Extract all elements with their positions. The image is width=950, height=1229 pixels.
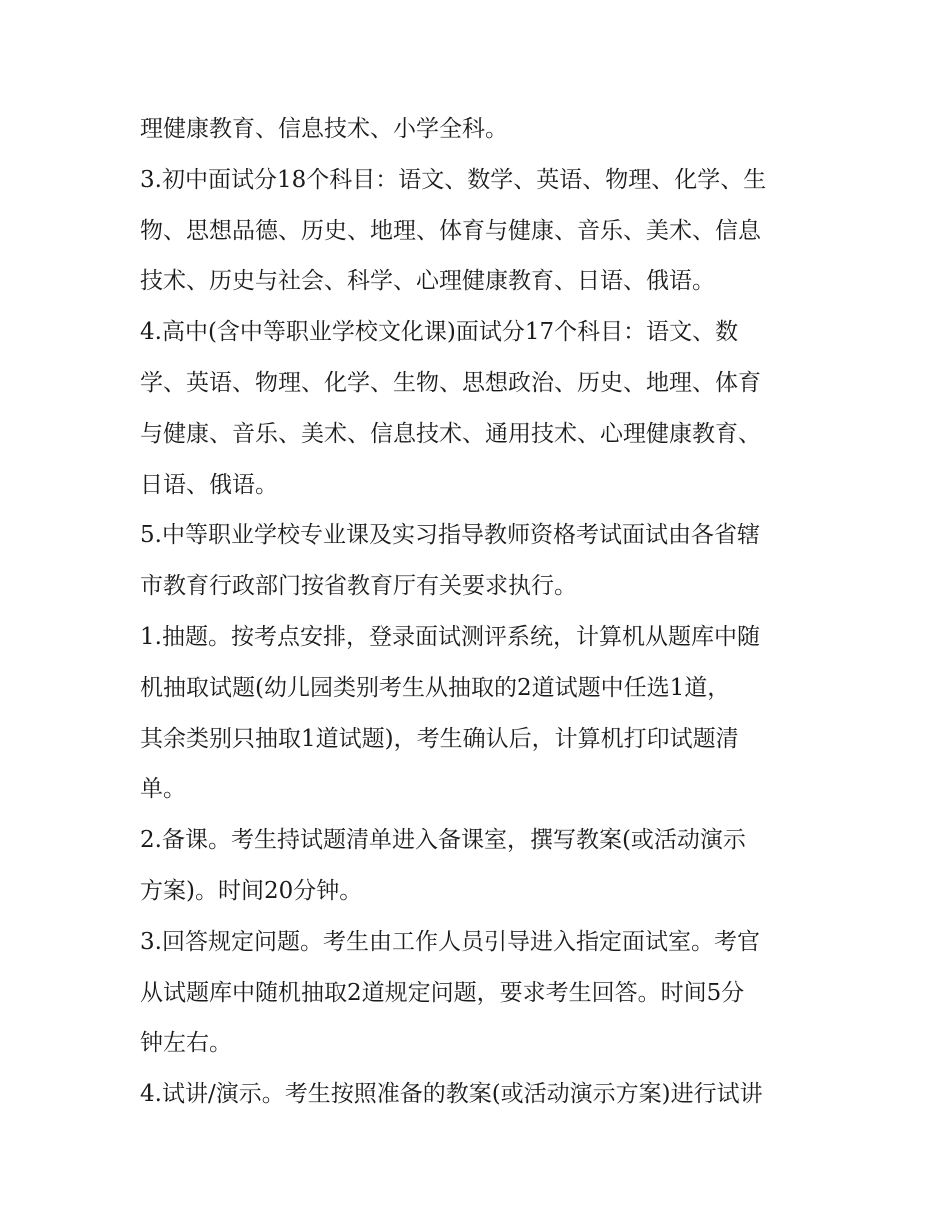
text-line: 钟左右。 — [140, 1030, 232, 1057]
text-line: 4.高中(含中等职业学校文化课)面试分17个科目：语文、数 — [140, 319, 739, 346]
text-line: 从试题库中随机抽取2道规定问题，要求考生回答。时间5分 — [140, 979, 745, 1006]
text-line: 1.抽题。按考点安排，登录面试测评系统，计算机从题库中随 — [140, 623, 760, 650]
text-line: 3.初中面试分18个科目：语文、数学、英语、物理、化学、生 — [140, 166, 767, 193]
text-line: 其余类别只抽取1道试题)，考生确认后，计算机打印试题清 — [140, 725, 739, 752]
text-line: 学、英语、物理、化学、生物、思想政治、历史、地理、体育 — [140, 369, 761, 396]
text-line: 4.试讲/演示。考生按照准备的教案(或活动演示方案)进行试讲 — [140, 1081, 763, 1108]
text-line: 3.回答规定问题。考生由工作人员引导进入指定面试室。考官 — [140, 928, 760, 955]
text-line: 理健康教育、信息技术、小学全科。 — [140, 116, 508, 142]
text-line: 物、思想品德、历史、地理、体育与健康、音乐、美术、信息 — [140, 217, 761, 244]
text-line: 2.备课。考生持试题清单进入备课室，撰写教案(或活动演示 — [140, 827, 746, 854]
text-line: 方案)。时间20分钟。 — [140, 877, 363, 904]
text-line: 日语、俄语。 — [140, 471, 278, 498]
document-body — [140, 104, 830, 1120]
text-line: 5.中等职业学校专业课及实习指导教师资格考试面试由各省辖 — [140, 522, 760, 549]
text-line: 机抽取试题(幼儿园类别考生从抽取的2道试题中任选1道， — [140, 674, 731, 701]
text-line: 市教育行政部门按省教育厅有关要求执行。 — [140, 573, 577, 600]
text-line: 单。 — [140, 776, 186, 803]
text-line: 与健康、音乐、美术、信息技术、通用技术、心理健康教育、 — [140, 420, 761, 447]
text-line: 技术、历史与社会、科学、心理健康教育、日语、俄语。 — [140, 268, 715, 295]
